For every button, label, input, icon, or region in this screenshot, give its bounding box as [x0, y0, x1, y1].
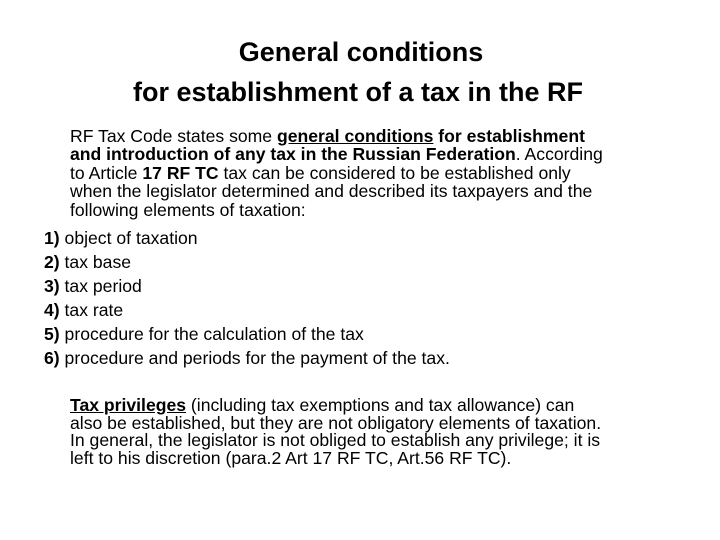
intro-line-1: [70, 127, 706, 145]
intro-paragraph: [70, 127, 706, 219]
tax-privileges-term: Tax privileges: [70, 395, 187, 415]
privileges-text: (including tax exemptions and tax allowance) can: [186, 395, 575, 415]
item-number: 5): [44, 324, 60, 344]
privileges-line-3: In general, the legislator is not obliged to establish any privilege; it is: [70, 430, 601, 451]
article-reference: 17 RF TC: [142, 162, 219, 183]
title-line-2: for establishment of a tax in the RF: [132, 77, 584, 107]
intro-line-4: when the legislator determined and described its taxpayers and the: [70, 181, 593, 202]
general-conditions-term: general conditions: [276, 126, 434, 146]
list-item: [44, 322, 704, 346]
item-number: 2): [44, 252, 60, 272]
intro-text: RF Tax Code states some: [70, 126, 277, 146]
intro-emphasis: and introduction of any tax in the Russian Federation: [70, 144, 516, 165]
intro-text: to Article: [70, 162, 143, 183]
item-text: procedure for the calculation of the tax: [59, 324, 364, 344]
intro-line-3: [70, 164, 706, 182]
list-item: [44, 346, 704, 370]
list-item: [44, 274, 704, 298]
privileges-line-2: also be established, but they are not obligatory elements of taxation.: [70, 412, 602, 433]
privileges-line-1: [70, 397, 706, 415]
item-number: 4): [44, 300, 60, 320]
list-item: [44, 298, 704, 322]
taxation-elements-list: [44, 226, 704, 370]
intro-text: tax can be considered to be established only: [218, 162, 571, 183]
title-line-1: General conditions: [238, 37, 484, 67]
slide-title: [0, 32, 720, 112]
intro-emphasis: for establishment: [433, 126, 585, 146]
item-number: 6): [44, 348, 60, 368]
item-number: 3): [44, 276, 60, 296]
list-item: [44, 250, 704, 274]
item-text: tax period: [59, 276, 142, 296]
list-item: [44, 226, 704, 250]
item-text: tax base: [59, 252, 132, 272]
intro-line-5: following elements of taxation:: [70, 199, 306, 220]
item-text: tax rate: [59, 300, 124, 320]
item-text: object of taxation: [59, 228, 198, 248]
intro-text: . According: [515, 144, 603, 165]
privileges-paragraph: [70, 397, 706, 467]
intro-line-2: [70, 145, 706, 163]
item-text: procedure and periods for the payment of the tax.: [59, 348, 450, 368]
item-number: 1): [44, 228, 60, 248]
privileges-line-4: left to his discretion (para.2 Art 17 RF TC, Art.56 RF TC).: [70, 447, 512, 468]
